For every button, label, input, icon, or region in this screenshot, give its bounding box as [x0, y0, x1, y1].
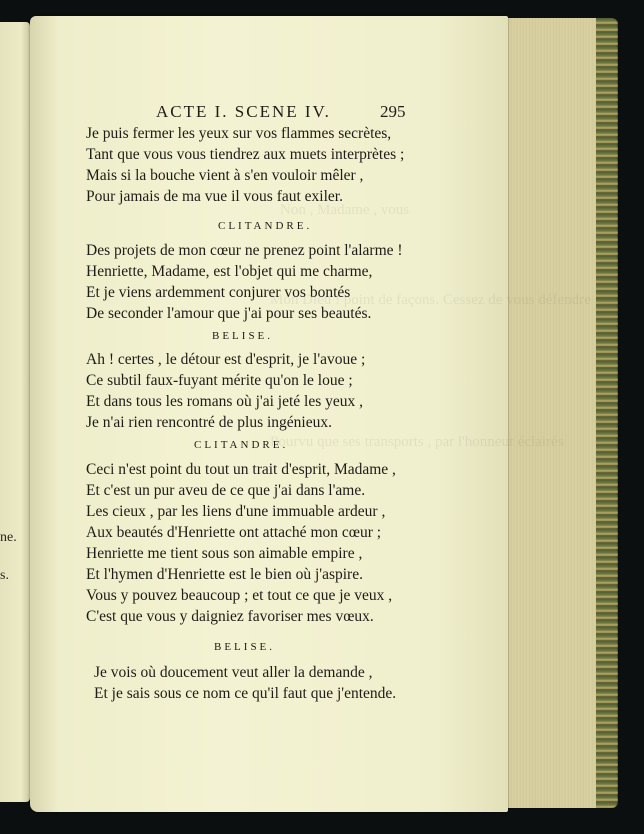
- show-through-text: Pourvu que ses transports , par l'honneur éclairés: [270, 434, 564, 450]
- verse-line: Ce subtil faux-fuyant mérite qu'on le loue ;: [86, 372, 353, 389]
- speaker-name: CLITANDRE.: [194, 439, 289, 451]
- verse-line: Et je viens ardemment conjurer vos bontés: [86, 284, 351, 301]
- verse-line: Ah ! certes , le détour est d'esprit, je l'avoue ;: [86, 351, 366, 368]
- verse-line: Les cieux , par les liens d'une immuable ardeur ,: [86, 503, 386, 520]
- verse-line: Et c'est un pur aveu de ce que j'ai dans l'ame.: [86, 482, 366, 499]
- verse-line: Vous y pouvez beaucoup ; et tout ce que je veux ,: [86, 587, 393, 604]
- show-through-text: Mon Dieu ! point de façons. Cessez de vous défendre: [270, 292, 591, 308]
- verse-line: C'est que vous y daigniez favoriser mes vœux.: [86, 608, 374, 625]
- facing-page-edge: [0, 22, 30, 802]
- verse-line: Aux beautés d'Henriette ont attaché mon cœur ;: [86, 524, 382, 541]
- verse-line: Des projets de mon cœur ne prenez point l'alarme !: [86, 242, 403, 259]
- verse-line: Henriette me tient sous son aimable empire ,: [86, 545, 363, 562]
- verse-line: Et je sais sous ce nom ce qu'il faut que j'entende.: [94, 685, 397, 702]
- verse-line: Ceci n'est point du tout un trait d'esprit, Madame ,: [86, 461, 396, 478]
- verse-line: Et l'hymen d'Henriette est le bien où j'aspire.: [86, 566, 363, 583]
- verse-line: Henriette, Madame, est l'objet qui me charme,: [86, 263, 373, 280]
- show-through-text: Non , Madame , vous: [280, 202, 410, 218]
- verse-line: Mais si la bouche vient à s'en vouloir mêler ,: [86, 167, 364, 184]
- verse-line: Tant que vous vous tiendrez aux muets interprètes ;: [86, 146, 405, 163]
- verse-line: Je n'ai rien rencontré de plus ingénieux.: [86, 414, 332, 431]
- verse-line: Je puis fermer les yeux sur vos flammes secrètes,: [86, 125, 392, 142]
- speaker-name: BELISE.: [212, 330, 274, 342]
- facing-page-fragment: ne.: [0, 530, 17, 545]
- verse-line: De seconder l'amour que j'ai pour ses beautés.: [86, 305, 372, 322]
- book-page: [30, 16, 591, 812]
- speaker-name: CLITANDRE.: [218, 220, 313, 232]
- page-header: [30, 102, 508, 126]
- verse-line: Je vois où doucement veut aller la demande ,: [94, 664, 373, 681]
- verse-line: Pour jamais de ma vue il vous faut exiler.: [86, 188, 343, 205]
- facing-page-fragment: s.: [0, 568, 9, 583]
- book-binding: [596, 18, 618, 808]
- speaker-name: BELISE.: [214, 641, 276, 653]
- verse-line: Et dans tous les romans où j'ai jeté les yeux ,: [86, 393, 364, 410]
- page-number: 295: [380, 102, 406, 121]
- running-head: ACTE I. SCENE IV.: [156, 102, 331, 121]
